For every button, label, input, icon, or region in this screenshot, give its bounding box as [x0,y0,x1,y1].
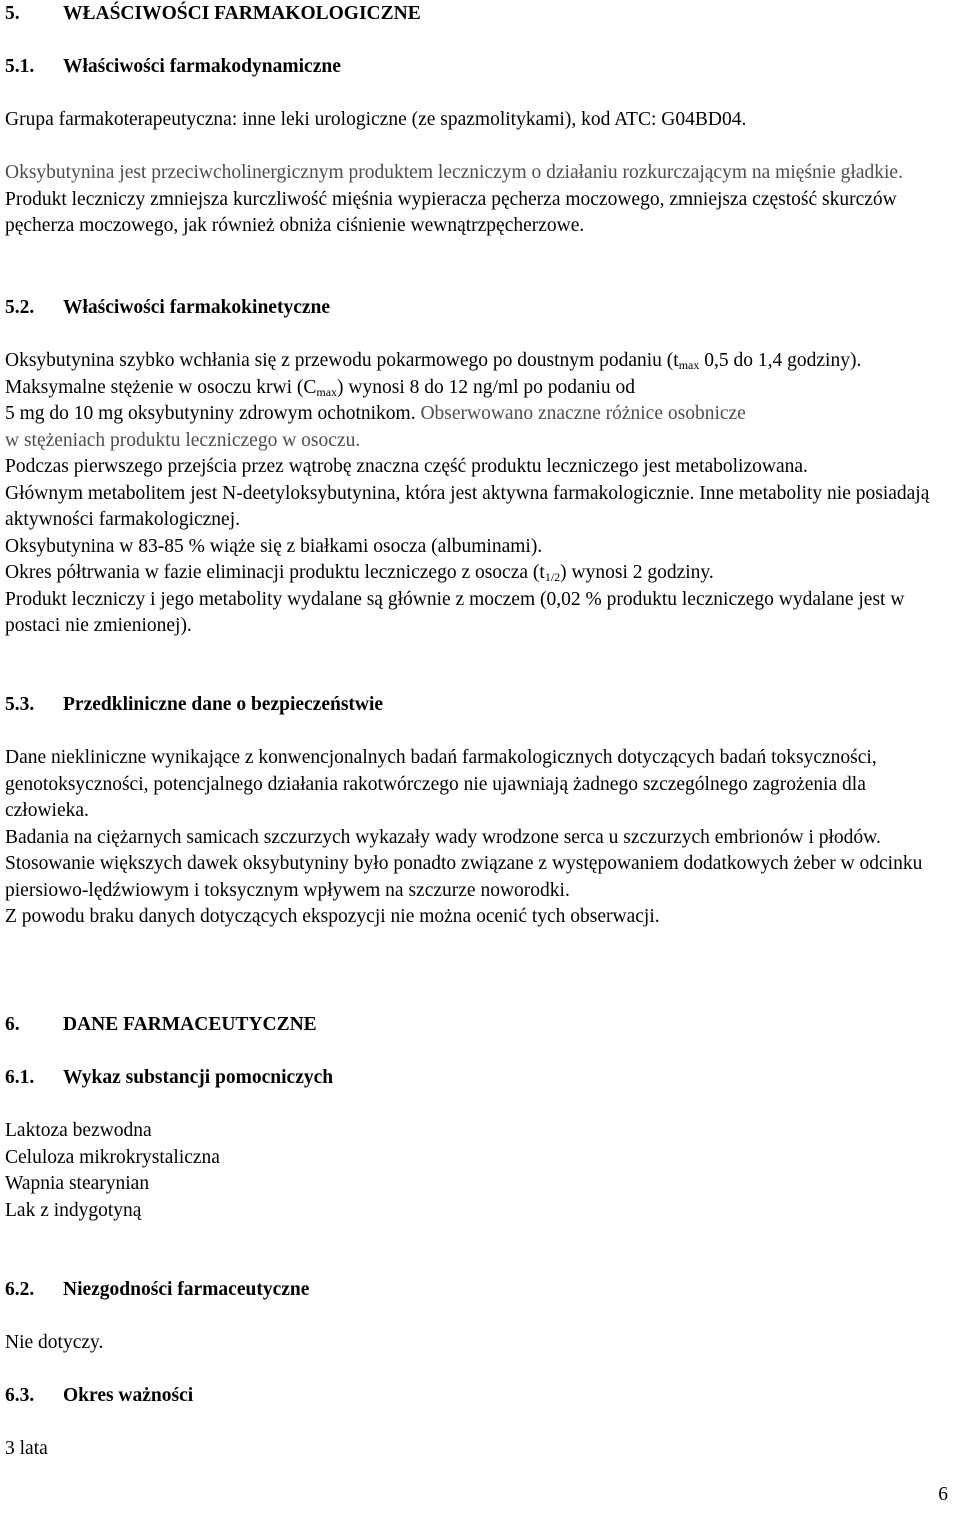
absorption-text: Oksybutynina szybko wchłania się z przewodu pokarmowego po doustnym podaniu (t [5,350,679,371]
half-life-subscript: 1/2 [544,570,561,584]
section-title: Okres ważności [63,1385,194,1406]
section-title: Właściwości farmakokinetyczne [63,297,331,318]
preclinical-paragraph-1: Dane niekliniczne wynikające z konwencjonalnych badań farmakologicznych dotyczących badań toksyczności, genotoksyczności, potencjalnego działania rakotwórczego nie ujawniają żadnego szczególnego zagrożenia dla człowieka. [5,747,877,821]
excipient-item: Laktoza bezwodna [5,1120,152,1141]
preclinical-paragraph-3: Z powodu braku danych dotyczących ekspozycji nie można ocenić tych obserwacji. [5,906,660,927]
page-number: 6 [938,1484,948,1505]
dose-line [5,401,952,428]
protein-binding-line: Oksybutynina w 83-85 % wiąże się z białkami osocza (albuminami). [5,535,543,557]
section-title: WŁAŚCIWOŚCI FARMAKOLOGICZNE [63,3,421,24]
pharmacodynamics-paragraph [5,160,952,240]
dose-text: 5 mg do 10 mg oksybutyniny zdrowym ochotnikom. [5,403,416,424]
variability-line: w stężeniach produktu leczniczego w osoczu. [5,429,361,451]
section-5-heading [5,1,952,28]
absorption-text-end: 0,5 do 1,4 godziny). [699,350,862,371]
cmax-line [5,375,952,402]
section-number: 6.3. [5,1385,35,1406]
half-life-line [5,560,952,587]
atc-group-paragraph: Grupa farmakoterapeutyczna: inne leki urologiczne (ze spazmolitykami), kod ATC: G04BD04. [5,109,747,130]
section-6-heading [5,1012,952,1039]
preclinical-block [5,745,952,931]
section-number: 5.3. [5,694,35,715]
excipients-list [5,1118,952,1224]
incompatibilities-text: Nie dotyczy. [5,1332,104,1353]
section-number: 6. [5,1014,20,1035]
excipient-item: Lak z indygotyną [5,1199,142,1221]
preclinical-paragraph-2: Badania na ciężarnych samicach szczurzych wykazały wady wrodzone serca u szczurzych embrionów i płodów. Stosowanie większych dawek oksybutyniny było ponadto związane z występowaniem dodatkowych żeber w odcinku piersiowo-lędźwiowym i toksycznym wpływem na szczurze noworodki. [5,826,923,901]
section-6-2-heading [5,1277,952,1304]
excipient-item: Celuloza mikrokrystaliczna [5,1146,220,1168]
half-life-text: Okres półtrwania w fazie eliminacji produktu leczniczego z osocza (t [5,562,545,583]
section-6-3-heading [5,1383,952,1410]
section-5-2-heading [5,295,952,322]
pharmacodynamics-text-1: Oksybutynina jest przeciwcholinergicznym produktem leczniczym o działaniu rozkurczającym na mięśnie gładkie. [5,162,903,183]
section-title: Niezgodności farmaceutyczne [63,1279,310,1300]
section-number: 6.2. [5,1279,35,1300]
section-title: Przedkliniczne dane o bezpieczeństwie [63,694,384,715]
cmax-text: Maksymalne stężenie w osoczu krwi (C [5,376,317,398]
section-number: 6.1. [5,1067,35,1088]
pharmacodynamics-text-2: Produkt leczniczy zmniejsza kurczliwość mięśnia wypieracza pęcherza moczowego, zmniejsza częstość skurczów pęcherza moczowego, jak również obniża ciśnienie wewnątrzpęcherzowe. [5,188,897,236]
section-title: Wykaz substancji pomocniczych [63,1067,334,1088]
section-number: 5.2. [5,297,35,318]
excipient-item: Wapnia stearynian [5,1173,150,1194]
tmax-subscript: max [678,358,700,372]
excretion-paragraph: Produkt leczniczy i jego metabolity wydalane są głównie z moczem (0,02 % produktu leczniczego wydalane jest w postaci nie zmienionej). [5,588,905,636]
section-5-3-heading [5,692,952,719]
section-title: Właściwości farmakodynamiczne [63,56,341,77]
half-life-text-end: ) wynosi 2 godziny. [560,562,714,583]
cmax-text-end: ) wynosi 8 do 12 ng/ml po podaniu od [337,376,635,398]
first-pass-line: Podczas pierwszego przejścia przez wątrobę znaczna część produktu leczniczego jest metabolizowana. [5,456,808,477]
section-5-1-heading [5,54,952,81]
absorption-line [5,348,952,375]
section-number: 5.1. [5,56,35,77]
cmax-subscript: max [316,384,338,399]
section-title: DANE FARMACEUTYCZNE [63,1014,317,1035]
section-6-1-heading [5,1065,952,1092]
section-number: 5. [5,3,20,24]
pharmacokinetics-block [5,348,952,640]
metabolite-paragraph: Głównym metabolitem jest N-deetyloksybutynina, która jest aktywna farmakologicznie. Inne metabolity nie posiadają aktywności farmakologicznej. [5,482,930,530]
shelf-life-text: 3 lata [5,1438,48,1459]
variability-text: Obserwowano znaczne różnice osobnicze [415,403,746,424]
